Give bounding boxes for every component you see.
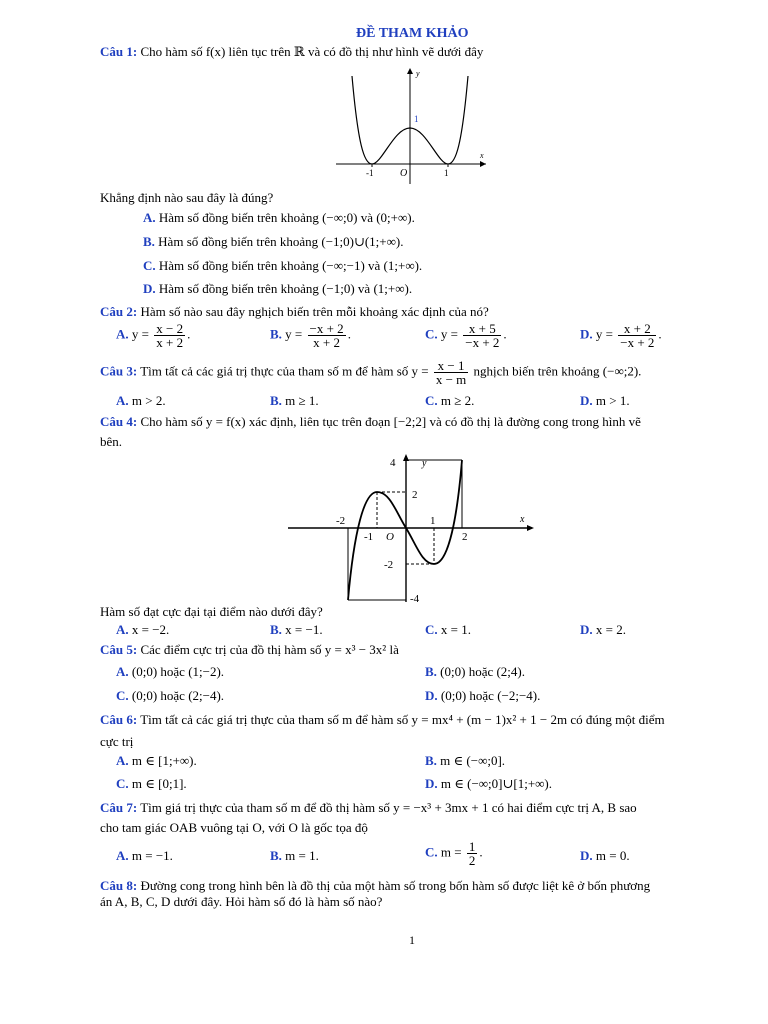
- question-6-text: Tìm tất cả các giá trị thực của tham số m để hàm số y = mx⁴ + (m − 1)x² + 1 − 2m có đúng một điểm: [140, 712, 665, 727]
- question-8-text-cont: án A, B, C, D dưới đây. Hỏi hàm số đó là hàm số nào?: [100, 894, 383, 909]
- graph4-y-tick-neg4: -4: [410, 593, 420, 604]
- question-4-text: Cho hàm số y = f(x) xác định, liên tục trên đoạn [−2;2] và có đồ thị là đường cong trong hình vẽ: [140, 414, 641, 429]
- question-6-option-d: [425, 776, 552, 792]
- graph4-x-tick-neg1: -1: [364, 531, 374, 543]
- question-3-text-after: nghịch biến trên khoảng (−∞;2).: [473, 363, 642, 379]
- graph1-x-tick-right: 1: [444, 168, 449, 178]
- option-text: Hàm số đồng biến trên khoảng (−1;0) và (1;+∞).: [158, 281, 413, 296]
- option-letter: A.: [116, 848, 129, 863]
- graph1-x-label: x: [480, 151, 484, 160]
- question-5: [100, 642, 399, 658]
- option-letter: C.: [116, 776, 129, 791]
- option-letter: A.: [143, 210, 156, 225]
- question-2-option-c: C. y = $\frac{x + 5}{-x + 2}$ .: [425, 321, 507, 350]
- question-3-option-d: [580, 393, 630, 409]
- question-4-label: Câu 4:: [100, 414, 138, 429]
- option-letter: B.: [270, 393, 282, 408]
- question-8-label: Câu 8:: [100, 878, 138, 893]
- option-text: (0;0) hoặc (2;4).: [440, 664, 526, 679]
- question-1-option-b: [143, 234, 403, 250]
- question-4: [100, 414, 641, 430]
- option-letter: D.: [580, 393, 593, 408]
- option-text: Hàm số đồng biến trên khoảng (−∞;−1) và (1;+∞).: [158, 258, 423, 273]
- question-4-text-cont: bên.: [100, 434, 123, 449]
- option-letter: A.: [116, 622, 129, 637]
- option-prefix: y =: [131, 326, 149, 342]
- option-letter: C.: [143, 258, 156, 273]
- graph1-y-label: y: [416, 69, 420, 78]
- option-letter: D.: [580, 848, 593, 863]
- question-4-option-d: [580, 622, 626, 638]
- option-text: m > 2.: [131, 393, 166, 408]
- graph1-origin: O: [400, 168, 408, 179]
- option-letter: C.: [116, 688, 129, 703]
- graph1-x-tick-left: -1: [366, 168, 374, 178]
- graph4-x-tick-2: 2: [462, 531, 468, 543]
- graph4-x-tick-neg2: -2: [336, 515, 346, 527]
- question-3: [100, 359, 641, 386]
- question-7-option-d: [580, 848, 630, 864]
- fraction: [154, 322, 185, 349]
- option-text: x = −1.: [285, 622, 323, 637]
- question-1-label: Câu 1:: [100, 44, 138, 59]
- question-3-text-before: Tìm tất cả các giá trị thực của tham số m để hàm số y =: [140, 363, 429, 379]
- question-7-text: Tìm giá trị thực của tham số m để đồ thị hàm số y = −x³ + 3mx + 1 có hai điểm cực trị A, B sao: [140, 800, 637, 815]
- question-6-option-b: [425, 753, 505, 769]
- question-3-option-c: [425, 393, 474, 409]
- option-text: (0;0) hoặc (1;−2).: [131, 664, 225, 679]
- question-7-option-a: [116, 848, 173, 864]
- option-text: Hàm số đồng biến trên khoảng (−∞;0) và (0;+∞).: [158, 210, 415, 225]
- fraction: [467, 840, 478, 867]
- option-text: m = −1.: [131, 848, 173, 863]
- option-letter: C.: [425, 844, 438, 860]
- question-7-label: Câu 7:: [100, 800, 138, 815]
- question-1-graph: [330, 64, 490, 188]
- option-letter: A.: [116, 393, 129, 408]
- option-letter: B.: [143, 234, 155, 249]
- graph4-y-tick-neg2: -2: [384, 559, 394, 571]
- option-letter: B.: [270, 848, 282, 863]
- denominator: −x + 2: [620, 335, 655, 350]
- question-4-graph: [286, 452, 538, 604]
- graph4-y-tick-2: 2: [412, 489, 418, 501]
- denominator: x + 2: [313, 335, 341, 350]
- fraction: [463, 322, 501, 349]
- option-letter: B.: [270, 326, 282, 342]
- option-letter: A.: [116, 753, 129, 768]
- question-5-label: Câu 5:: [100, 642, 138, 657]
- question-7-text-cont: cho tam giác OAB vuông tại O, với O là gốc tọa độ: [100, 820, 368, 835]
- graph1-y-tick: 1: [414, 114, 419, 124]
- option-letter: A.: [116, 326, 129, 342]
- question-5-option-d: [425, 688, 540, 704]
- option-text: m ∈ [0;1].: [131, 776, 187, 791]
- fraction: [434, 359, 468, 386]
- question-8-text: Đường cong trong hình bên là đồ thị của một hàm số trong bốn hàm số được liệt kê ở bốn phương: [140, 878, 651, 893]
- question-5-option-c: [116, 688, 224, 704]
- question-7: [100, 800, 637, 816]
- question-1-option-a: [143, 210, 415, 226]
- page-title: ĐỀ THAM KHẢO: [356, 26, 469, 41]
- question-4-option-a: [116, 622, 169, 638]
- question-5-text: Các điểm cực trị của đồ thị hàm số y = x³ − 3x² là: [140, 642, 399, 657]
- option-text: m ∈ (−∞;0].: [440, 753, 506, 768]
- option-prefix: y =: [285, 326, 303, 342]
- numerator: −x + 2: [309, 321, 344, 336]
- question-2: [100, 304, 489, 320]
- denominator: −x + 2: [465, 335, 500, 350]
- option-text: m ∈ (−∞;0]∪[1;+∞).: [440, 776, 553, 791]
- option-text: x = 1.: [440, 622, 471, 637]
- option-letter: D.: [425, 688, 438, 703]
- option-text: m ∈ [1;+∞).: [131, 753, 197, 768]
- question-8: [100, 878, 650, 894]
- option-text: Hàm số đồng biến trên khoảng (−1;0)∪(1;+∞).: [158, 234, 404, 249]
- question-6: [100, 712, 665, 728]
- question-7-option-c: C. m = $\frac{1}{2}$ .: [425, 839, 483, 868]
- option-text: m = 0.: [595, 848, 630, 863]
- question-7-option-b: [270, 848, 319, 864]
- option-prefix: y =: [440, 326, 458, 342]
- question-3-label: Câu 3:: [100, 363, 138, 379]
- page-number: 1: [409, 933, 415, 947]
- numerator: x − 2: [156, 321, 184, 336]
- question-5-option-a: [116, 664, 224, 680]
- question-3-option-b: [270, 393, 319, 409]
- option-letter: D.: [580, 326, 593, 342]
- option-text: x = 2.: [595, 622, 626, 637]
- option-letter: A.: [116, 664, 129, 679]
- option-letter: C.: [425, 622, 438, 637]
- graph4-x-tick-1: 1: [430, 515, 436, 527]
- option-text: m ≥ 1.: [285, 393, 319, 408]
- option-text: m > 1.: [595, 393, 630, 408]
- question-6-text-cont: cực trị: [100, 734, 134, 749]
- question-3-option-a: [116, 393, 166, 409]
- question-4-option-b: [270, 622, 323, 638]
- question-2-text: Hàm số nào sau đây nghịch biến trên mỗi khoảng xác định của nó?: [140, 304, 489, 319]
- question-2-option-b: B. y = $\frac{-x + 2}{x + 2}$ .: [270, 321, 351, 350]
- graph4-origin: O: [386, 531, 394, 543]
- option-letter: C.: [425, 393, 438, 408]
- option-text: m = 1.: [285, 848, 319, 863]
- graph4-x-label: x: [520, 514, 525, 525]
- option-text: m ≥ 2.: [440, 393, 475, 408]
- fraction: [618, 322, 656, 349]
- option-prefix: m =: [440, 844, 462, 860]
- question-1-option-c: [143, 258, 422, 274]
- option-letter: D.: [580, 622, 593, 637]
- option-letter: C.: [425, 326, 438, 342]
- question-1-text: Cho hàm số f(x) liên tục trên ℝ và có đồ thị như hình vẽ dưới đây: [140, 44, 484, 59]
- question-6-option-a: [116, 753, 197, 769]
- question-5-option-b: [425, 664, 525, 680]
- option-letter: B.: [270, 622, 282, 637]
- question-2-option-d: D. y = $\frac{x + 2}{-x + 2}$ .: [580, 321, 662, 350]
- question-1-option-d: [143, 281, 412, 297]
- fraction: [308, 322, 346, 349]
- question-2-option-a: A. y = $\frac{x - 2}{x + 2}$ .: [116, 321, 191, 350]
- option-letter: D.: [143, 281, 156, 296]
- option-letter: B.: [425, 753, 437, 768]
- option-text: (0;0) hoặc (−2;−4).: [440, 688, 541, 703]
- numerator: x + 2: [618, 322, 656, 336]
- numerator: x + 5: [463, 322, 501, 336]
- question-6-option-c: [116, 776, 187, 792]
- question-6-label: Câu 6:: [100, 712, 138, 727]
- question-2-label: Câu 2:: [100, 304, 138, 319]
- numerator: x − 1: [434, 359, 468, 373]
- option-letter: B.: [425, 664, 437, 679]
- graph4-y-tick-4: 4: [390, 457, 396, 469]
- question-4-option-c: [425, 622, 471, 638]
- question-1-prompt: Khẳng định nào sau đây là đúng?: [100, 190, 274, 205]
- option-prefix: y =: [595, 326, 613, 342]
- option-text: (0;0) hoặc (2;−4).: [131, 688, 225, 703]
- numerator: 1: [468, 839, 476, 854]
- question-1: [100, 44, 483, 60]
- denominator: x − m: [435, 372, 467, 387]
- denominator: x + 2: [156, 335, 184, 350]
- question-4-prompt: Hàm số đạt cực đại tại điểm nào dưới đây?: [100, 604, 323, 619]
- denominator: 2: [468, 853, 476, 868]
- option-text: x = −2.: [131, 622, 170, 637]
- option-letter: D.: [425, 776, 438, 791]
- graph4-y-label: y: [422, 458, 427, 469]
